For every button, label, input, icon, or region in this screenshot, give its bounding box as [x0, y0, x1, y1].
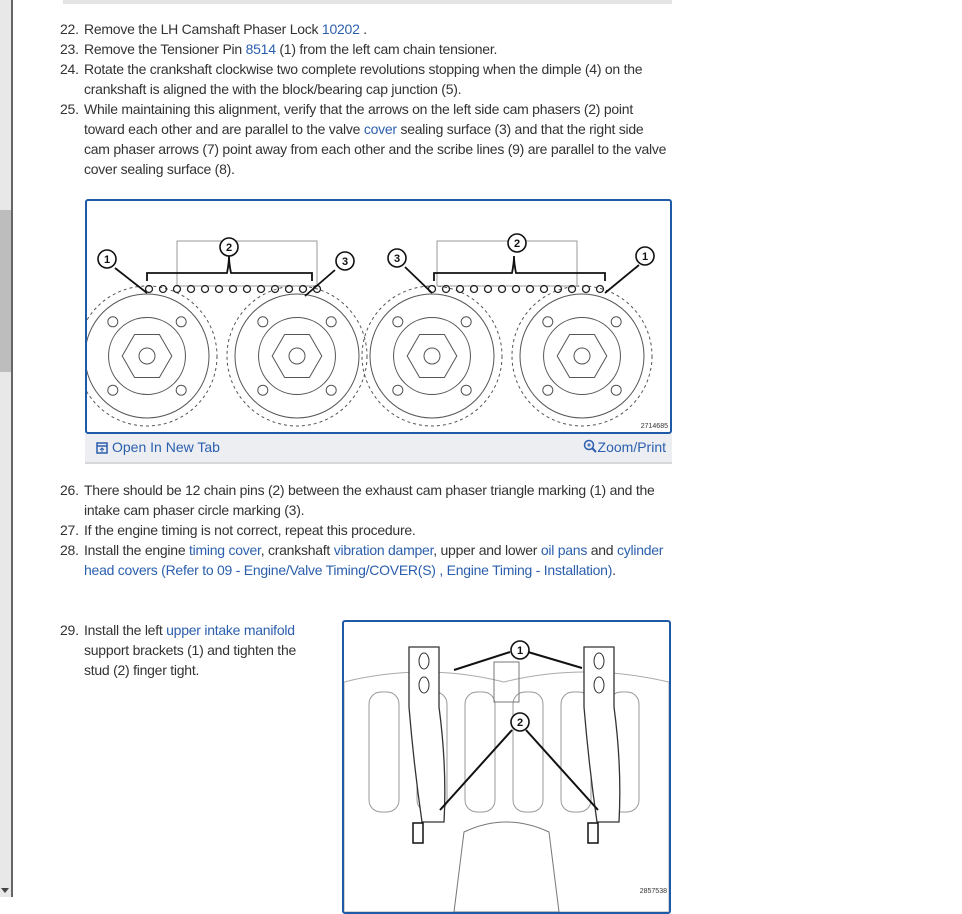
- chain-pin: [174, 286, 181, 293]
- line-art: [465, 692, 495, 812]
- figure-caption-bar: [85, 434, 672, 464]
- line-art: [520, 294, 644, 418]
- line-art: [326, 317, 336, 327]
- chain-pin: [230, 286, 237, 293]
- stud: [588, 823, 598, 843]
- chain-pin: [188, 286, 195, 293]
- line-art: [574, 348, 590, 364]
- chain-pin: [244, 286, 251, 293]
- line-art: [289, 348, 305, 364]
- line-art: [461, 317, 471, 327]
- chain-pin: [286, 286, 293, 293]
- zoom-print-link[interactable]: [583, 439, 666, 455]
- chain-pin: [583, 286, 590, 293]
- step-item: [60, 480, 672, 520]
- step-text: While maintaining this alignment, verify that the arrows on the left side cam phasers (2) point toward each other and are parallel to the valve: [84, 101, 633, 137]
- callout-label: 1: [103, 254, 111, 266]
- step-number: 26.: [60, 482, 79, 498]
- step-item: [60, 520, 672, 540]
- support-bracket: [584, 647, 620, 822]
- line-art: [370, 294, 494, 418]
- step-text: Remove the Tensioner Pin: [84, 41, 246, 57]
- line-art: [454, 822, 559, 912]
- chain-pin: [527, 286, 534, 293]
- step-text: and: [587, 542, 617, 558]
- step-text: Install the engine: [84, 542, 189, 558]
- line-art: [258, 385, 268, 395]
- chain-pin: [202, 286, 209, 293]
- figure-cam-phaser-alignment: [85, 199, 672, 434]
- bracket: [434, 256, 605, 281]
- chain: [512, 286, 652, 426]
- callout-label: 2: [225, 242, 233, 254]
- steps-list-top: [60, 19, 672, 179]
- line-art: [326, 385, 336, 395]
- open-new-tab-icon: [96, 442, 108, 454]
- step-item: [60, 620, 320, 680]
- step-text: Install the left: [84, 622, 167, 638]
- line-art: [176, 385, 186, 395]
- cam-phaser-illustration: [87, 201, 670, 432]
- callout-label: 2: [516, 717, 524, 729]
- line-art: [272, 335, 322, 378]
- line-art: [557, 335, 607, 378]
- step-text: .: [359, 21, 367, 37]
- line-art: [108, 385, 118, 395]
- chain-pin: [499, 286, 506, 293]
- line-art: [393, 317, 403, 327]
- line-art: [108, 317, 118, 327]
- chain-pin: [146, 286, 153, 293]
- step-number: 22.: [60, 21, 79, 37]
- line-art: [369, 692, 399, 812]
- step-text: sealing surface (3) and that the right side cam phaser arrows (7) point away from each other and the scribe lines (9) are parallel to the valve cover sealing surface (8).: [84, 121, 667, 177]
- reference-link[interactable]: 8514: [245, 41, 276, 57]
- line-art: [177, 241, 317, 286]
- chain-pin: [272, 286, 279, 293]
- step-item: [60, 39, 672, 59]
- step-text: , upper and lower: [433, 542, 541, 558]
- zoom-in-icon: [583, 439, 597, 453]
- chain-pin: [300, 286, 307, 293]
- chain: [87, 286, 217, 426]
- step-text: , crankshaft: [260, 542, 334, 558]
- open-in-new-tab-label: Open In New Tab: [112, 439, 220, 455]
- line-art: [87, 294, 209, 418]
- step-item: [60, 540, 672, 580]
- chain-pin: [485, 286, 492, 293]
- line-art: [611, 317, 621, 327]
- chain-pin: [160, 286, 167, 293]
- line-art: [611, 385, 621, 395]
- callout-label: 3: [393, 253, 401, 265]
- reference-link[interactable]: cylinder head covers (Refer to 09 - Engine/Valve Timing/COVER(S) , Engine Timing - Installation): [84, 542, 664, 578]
- figure-id: 2857538: [639, 888, 667, 895]
- line-art: [543, 385, 553, 395]
- reference-link[interactable]: vibration damper: [333, 542, 434, 558]
- line-art: [513, 692, 543, 812]
- step-text: Rotate the crankshaft clockwise two complete revolutions stopping when the dimple (4) on the crankshaft is aligned the with the block/bearing cap junction (5).: [84, 61, 643, 97]
- scrollbar[interactable]: [0, 0, 11, 897]
- reference-link[interactable]: oil pans: [540, 542, 588, 558]
- step-text: .: [612, 562, 616, 578]
- line-art: [407, 335, 457, 378]
- open-in-new-tab-link[interactable]: [96, 439, 220, 455]
- step-text: support brackets (1) and tighten the stud (2) finger tight.: [84, 642, 297, 678]
- zoom-print-label: Zoom/Print: [597, 439, 666, 455]
- step-item: [60, 19, 672, 39]
- scroll-down-arrow-icon[interactable]: [1, 888, 9, 893]
- line-art: [543, 317, 553, 327]
- chain-pin: [443, 286, 450, 293]
- support-bracket: [409, 647, 445, 822]
- step-number: 25.: [60, 101, 79, 117]
- chain-pin: [513, 286, 520, 293]
- step-item: [60, 99, 672, 179]
- step-number: 23.: [60, 41, 79, 57]
- line-art: [176, 317, 186, 327]
- reference-link[interactable]: timing cover: [189, 542, 261, 558]
- chain: [362, 286, 502, 426]
- callout-label: 2: [513, 238, 521, 250]
- step-number: 28.: [60, 542, 79, 558]
- line-art: [393, 385, 403, 395]
- chain-pin: [216, 286, 223, 293]
- reference-link[interactable]: cover: [363, 121, 397, 137]
- step-number: 27.: [60, 522, 79, 538]
- line-art: [424, 348, 440, 364]
- line-art: [259, 318, 336, 395]
- scrollbar-thumb[interactable]: [0, 210, 11, 372]
- step-text: (1) from the left cam chain tensioner.: [275, 41, 498, 57]
- step-text: If the engine timing is not correct, repeat this procedure.: [84, 522, 416, 538]
- chain-pin: [471, 286, 478, 293]
- bracket: [147, 256, 312, 281]
- step-text: There should be 12 chain pins (2) between the exhaust cam phaser triangle marking (1) and the intake cam phaser circle marking (3).: [84, 482, 655, 518]
- steps-list-bottom: [60, 620, 320, 680]
- line-art: [139, 348, 155, 364]
- chain-pin: [457, 286, 464, 293]
- step-item: [60, 59, 672, 99]
- chain-pin: [258, 286, 265, 293]
- line-art: [394, 318, 471, 395]
- step-text: Remove the LH Camshaft Phaser Lock: [84, 21, 322, 37]
- frame-divider: [11, 0, 13, 897]
- bracket-illustration: [344, 622, 669, 912]
- callout-label: 1: [641, 251, 649, 263]
- reference-link[interactable]: upper intake manifold: [166, 622, 295, 638]
- top-divider: [63, 0, 672, 4]
- figure-id: 2714685: [640, 423, 668, 430]
- step-number: 24.: [60, 61, 79, 77]
- callout-label: 3: [341, 256, 349, 268]
- reference-link[interactable]: 10202: [321, 21, 360, 37]
- line-art: [235, 294, 359, 418]
- step-number: 29.: [60, 622, 79, 638]
- line-art: [122, 335, 172, 378]
- line-art: [437, 241, 577, 286]
- chain: [227, 286, 367, 426]
- line-art: [461, 385, 471, 395]
- chain-pin: [541, 286, 548, 293]
- steps-list-mid: [60, 480, 672, 580]
- line-art: [258, 317, 268, 327]
- line-art: [109, 318, 186, 395]
- figure-intake-manifold-brackets: [342, 620, 671, 914]
- callout-label: 1: [516, 645, 524, 657]
- stud: [413, 823, 423, 843]
- line-art: [494, 662, 519, 702]
- line-art: [544, 318, 621, 395]
